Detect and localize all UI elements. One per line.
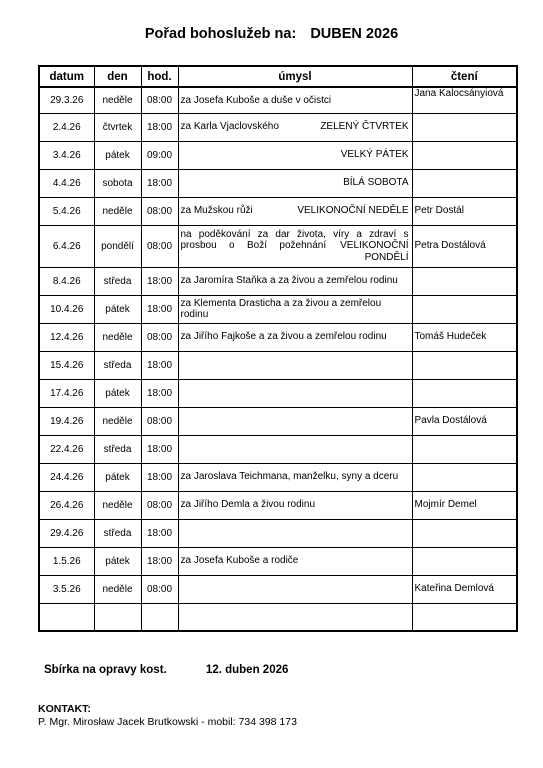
- date-cell: 15.4.26: [39, 351, 94, 379]
- table-row: [39, 197, 517, 225]
- time-cell: 18:00: [141, 267, 178, 295]
- day-cell: neděle: [94, 87, 141, 113]
- table-row: [39, 113, 517, 141]
- time-cell: 18:00: [141, 295, 178, 323]
- intention-cell: [178, 519, 412, 547]
- time-cell: 08:00: [141, 225, 178, 267]
- date-cell: 3.5.26: [39, 575, 94, 603]
- time-cell: 18:00: [141, 435, 178, 463]
- date-cell: 17.4.26: [39, 379, 94, 407]
- time-cell: 08:00: [141, 575, 178, 603]
- intention-text: za Karla Vjaclovského: [180, 121, 279, 133]
- time-cell: 08:00: [141, 87, 178, 113]
- table-row: [39, 225, 517, 267]
- day-cell: středa: [94, 351, 141, 379]
- intention-text: za Jiřího Demla a živou rodinu: [180, 499, 316, 511]
- intention-text: za Josefa Kuboše a duše v očistci: [180, 94, 332, 106]
- day-cell: čtvrtek: [94, 113, 141, 141]
- time-cell: 18:00: [141, 351, 178, 379]
- intention-cell: [178, 351, 412, 379]
- reader-cell: [412, 267, 517, 295]
- time-cell: 18:00: [141, 379, 178, 407]
- reader-cell: [412, 547, 517, 575]
- reader-cell: [412, 379, 517, 407]
- intention-cell: [178, 575, 412, 603]
- table-row: [39, 351, 517, 379]
- table-row: [39, 407, 517, 435]
- table-row: [39, 463, 517, 491]
- date-cell: 12.4.26: [39, 323, 94, 351]
- reader-cell: [412, 435, 517, 463]
- collection-date: 12. duben 2026: [205, 664, 289, 676]
- table-row: [39, 323, 517, 351]
- intention-cell: [178, 323, 412, 351]
- schedule-table: [38, 65, 518, 632]
- reader-cell: Petra Dostálová: [412, 225, 517, 267]
- table-row: [39, 169, 517, 197]
- time-cell: 18:00: [141, 113, 178, 141]
- day-cell: pátek: [94, 379, 141, 407]
- date-cell: 8.4.26: [39, 267, 94, 295]
- column-header-cteni: čtení: [412, 66, 517, 87]
- feast-label: VELKÝ PÁTEK: [340, 149, 409, 161]
- reader-cell: Jana Kalocsányiová: [412, 87, 517, 113]
- time-cell: 08:00: [141, 197, 178, 225]
- intention-text: za Klementa Drasticha a za živou a zemřelou rodinu: [180, 297, 382, 320]
- day-cell: pátek: [94, 295, 141, 323]
- day-cell: neděle: [94, 197, 141, 225]
- day-cell: sobota: [94, 169, 141, 197]
- time-cell: 09:00: [141, 141, 178, 169]
- intention-cell: [178, 225, 412, 267]
- collection-note: [44, 664, 288, 676]
- table-header-row: [39, 66, 517, 87]
- table-row: [39, 87, 517, 113]
- collection-label: Sbírka na opravy kost.: [44, 664, 167, 676]
- feast-label: VELIKONOČNÍ NEDĚLE: [297, 205, 409, 217]
- time-cell: [141, 603, 178, 631]
- reader-cell: Petr Dostál: [412, 197, 517, 225]
- intention-cell: [178, 463, 412, 491]
- date-cell: 1.5.26: [39, 547, 94, 575]
- date-cell: 6.4.26: [39, 225, 94, 267]
- reader-cell: Kateřina Demlová: [412, 575, 517, 603]
- time-cell: 08:00: [141, 407, 178, 435]
- intention-cell: [178, 435, 412, 463]
- date-cell: 3.4.26: [39, 141, 94, 169]
- intention-cell: [178, 267, 412, 295]
- date-cell: 4.4.26: [39, 169, 94, 197]
- column-header-umysl: úmysl: [178, 66, 412, 87]
- intention-text: za Jaromíra Staňka a za živou a zemřelou rodinu: [180, 275, 398, 287]
- day-cell: pondělí: [94, 225, 141, 267]
- table-row: [39, 141, 517, 169]
- date-cell: 29.4.26: [39, 519, 94, 547]
- column-header-hod: hod.: [141, 66, 178, 87]
- date-cell: 19.4.26: [39, 407, 94, 435]
- table-row: [39, 547, 517, 575]
- time-cell: 18:00: [141, 169, 178, 197]
- date-cell: 22.4.26: [39, 435, 94, 463]
- intention-cell: [178, 603, 412, 631]
- time-cell: 18:00: [141, 519, 178, 547]
- reader-cell: [412, 351, 517, 379]
- schedule-body: [39, 87, 517, 631]
- day-cell: středa: [94, 519, 141, 547]
- intention-cell: [178, 407, 412, 435]
- date-cell: 29.3.26: [39, 87, 94, 113]
- title-month: DUBEN 2026: [310, 26, 399, 42]
- date-cell: 2.4.26: [39, 113, 94, 141]
- date-cell: 26.4.26: [39, 491, 94, 519]
- intention-cell: [178, 547, 412, 575]
- table-row: [39, 491, 517, 519]
- table-row: [39, 519, 517, 547]
- date-cell: 24.4.26: [39, 463, 94, 491]
- feast-label: BÍLÁ SOBOTA: [343, 177, 409, 189]
- intention-text: za Josefa Kuboše a rodiče: [180, 555, 299, 567]
- reader-cell: [412, 113, 517, 141]
- day-cell: středa: [94, 267, 141, 295]
- intention-cell: [178, 379, 412, 407]
- reader-cell: Mojmír Demel: [412, 491, 517, 519]
- time-cell: 18:00: [141, 547, 178, 575]
- day-cell: neděle: [94, 491, 141, 519]
- feast-label: ZELENÝ ČTVRTEK: [320, 121, 409, 133]
- table-row: [39, 379, 517, 407]
- reader-cell: [412, 519, 517, 547]
- title-text: Pořad bohoslužeb na:: [144, 26, 297, 42]
- intention-cell: [178, 169, 412, 197]
- intention-cell: [178, 491, 412, 519]
- day-cell: pátek: [94, 463, 141, 491]
- date-cell: 5.4.26: [39, 197, 94, 225]
- date-cell: [39, 603, 94, 631]
- intention-cell: [178, 141, 412, 169]
- reader-cell: Pavla Dostálová: [412, 407, 517, 435]
- reader-cell: [412, 141, 517, 169]
- intention-text: na poděkování za dar života, víry a zdraví s prosbou o Boží požehnání: [180, 228, 409, 252]
- day-cell: neděle: [94, 575, 141, 603]
- day-cell: [94, 603, 141, 631]
- intention-text: za Jaroslava Teichmana, manželku, syny a dceru: [180, 471, 399, 483]
- reader-cell: [412, 169, 517, 197]
- day-cell: pátek: [94, 547, 141, 575]
- day-cell: neděle: [94, 407, 141, 435]
- reader-cell: [412, 463, 517, 491]
- intention-cell: [178, 87, 412, 113]
- table-row: [39, 575, 517, 603]
- contact-label: KONTAKT:: [38, 703, 91, 715]
- time-cell: 08:00: [141, 323, 178, 351]
- column-header-datum: datum: [39, 66, 94, 87]
- date-cell: 10.4.26: [39, 295, 94, 323]
- intention-cell: [178, 295, 412, 323]
- time-cell: 18:00: [141, 463, 178, 491]
- intention-text: za Jiřího Fajkoše a za živou a zemřelou rodinu: [180, 331, 387, 343]
- intention-cell: [178, 113, 412, 141]
- table-row: [39, 603, 517, 631]
- day-cell: neděle: [94, 323, 141, 351]
- page-title: [0, 26, 543, 42]
- day-cell: pátek: [94, 141, 141, 169]
- intention-cell: [178, 197, 412, 225]
- reader-cell: [412, 603, 517, 631]
- day-cell: středa: [94, 435, 141, 463]
- table-row: [39, 295, 517, 323]
- contact-text: P. Mgr. Mirosław Jacek Brutkowski - mobil: 734 398 173: [38, 716, 297, 728]
- table-row: [39, 267, 517, 295]
- intention-text: za Mužskou růži: [180, 205, 253, 217]
- reader-cell: [412, 295, 517, 323]
- time-cell: 08:00: [141, 491, 178, 519]
- feast-label: VELIKONOČNÍ PONDĚLÍ: [340, 240, 409, 263]
- table-row: [39, 435, 517, 463]
- reader-cell: Tomáš Hudeček: [412, 323, 517, 351]
- column-header-den: den: [94, 66, 141, 87]
